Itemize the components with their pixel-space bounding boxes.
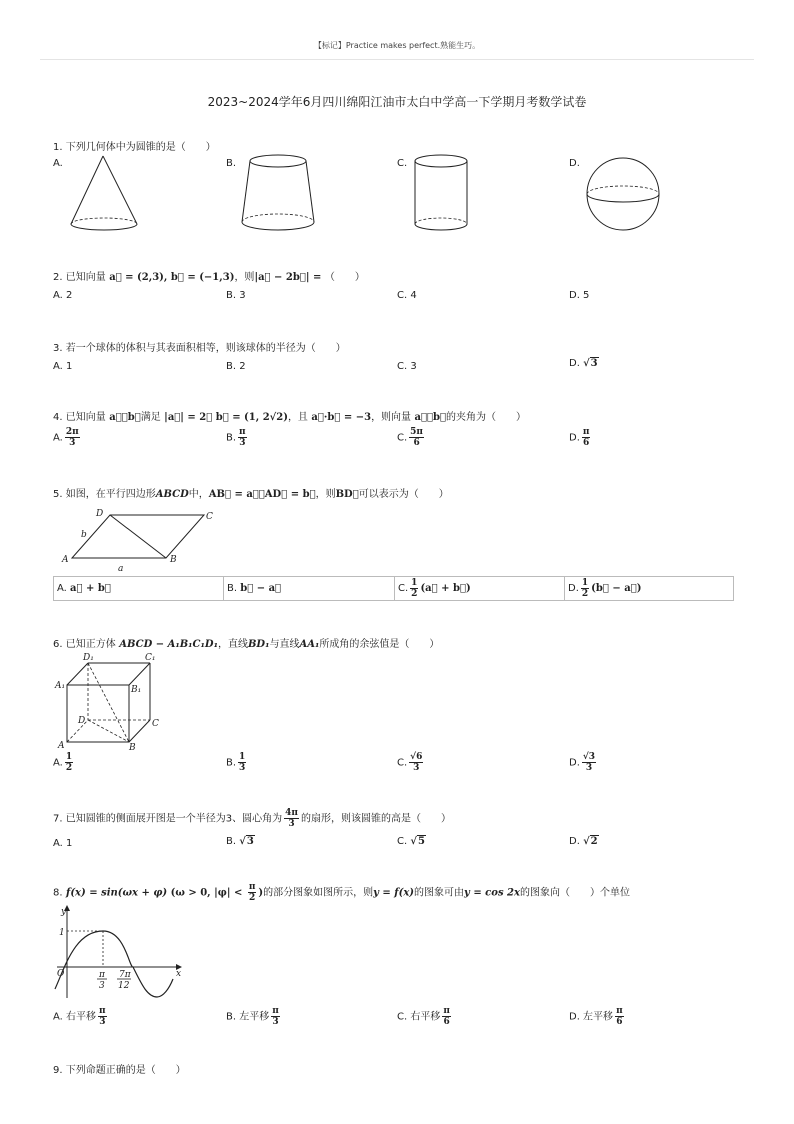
q5-label-d: D xyxy=(96,509,104,519)
q8-tick-pi: π xyxy=(99,970,105,980)
q5-label-vec-a: a xyxy=(118,564,124,574)
q3-option-c[interactable]: C. 3 xyxy=(397,361,417,372)
q3-option-a[interactable]: A. 1 xyxy=(53,361,73,372)
q8-option-c[interactable]: C. 右平移 $\frac{\pi}{6}$ xyxy=(397,1006,450,1027)
q6-stem: 6. 已知正方体 ABCD − A₁B₁C₁D₁，直线BD₁与直线AA₁所成角的余弦值是（ ） xyxy=(53,639,440,650)
header-watermark: 【标记】Practice makes perfect.熟能生巧。 xyxy=(313,41,481,50)
q5-label-c: C xyxy=(206,512,213,522)
q7-stem: 7. 已知圆锥的侧面展开图是一个半径为3、圆心角为 $\frac{4\pi}{3}$ 的扇形，则该圆锥的高是（ ） xyxy=(53,808,451,829)
q8-tick-3: 3 xyxy=(99,981,105,991)
q8-option-b[interactable]: B. 左平移 $\frac{\pi}{3}$ xyxy=(226,1006,279,1027)
q1-option-d-label: D. xyxy=(569,158,580,169)
q2-option-c[interactable]: C. 4 xyxy=(397,290,417,301)
q3-stem: 3. 若一个球体的体积与其表面积相等，则该球体的半径为（ ） xyxy=(53,343,346,354)
q8-label-1: 1 xyxy=(59,928,65,938)
q8-option-a[interactable]: A. 右平移 $\frac{\pi}{3}$ xyxy=(53,1006,106,1027)
q5-option-d[interactable]: D. $\frac{1}{2}$ (b⃗ − a⃗) xyxy=(568,578,642,599)
q9-stem: 9. 下列命题正确的是（ ） xyxy=(53,1065,186,1076)
q8-label-y: y xyxy=(61,907,67,917)
q6-label-c: C xyxy=(152,719,159,729)
q2-option-b[interactable]: B. 3 xyxy=(226,290,246,301)
frustum-icon xyxy=(240,152,315,234)
q8-stem: 8. f(x) = sin(ωx + φ) (ω > 0, |φ| < $\frac{\pi}{2}$ )的部分图象如图所示，则y = f(x)的图象可由y = cos 2x的图象向（ ）个单位 xyxy=(53,882,630,903)
sphere-icon xyxy=(584,152,664,234)
q6-label-a1: A₁ xyxy=(55,681,66,691)
q5-label-b: B xyxy=(170,555,177,565)
q8-label-origin: O xyxy=(57,969,65,979)
q6-option-b[interactable]: B. $\frac{1}{3}$ xyxy=(226,752,246,773)
q3-option-b[interactable]: B. 2 xyxy=(226,361,246,372)
sine-graph-figure xyxy=(55,903,190,1003)
q8-tick-12: 12 xyxy=(118,981,130,991)
q5-options-table xyxy=(53,576,734,601)
q5-stem: 5. 如图，在平行四边形ABCD中，AB⃗ = a⃗，AD⃗ = b⃗，则BD⃗可以表示为（ ） xyxy=(53,489,449,500)
q5-option-b[interactable]: B. b⃗ − a⃗ xyxy=(224,577,395,600)
q1-stem: 1. 下列几何体中为圆锥的是（ ） xyxy=(53,142,216,153)
q7-option-c[interactable]: C. √5 xyxy=(397,836,425,847)
q8-option-d[interactable]: D. 左平移 $\frac{\pi}{6}$ xyxy=(569,1006,623,1027)
q6-option-c[interactable]: C. $\frac{√6}{3}$ xyxy=(397,752,423,773)
q5-option-a[interactable]: A. a⃗ + b⃗ xyxy=(54,577,224,600)
q1-option-a-label: A. xyxy=(53,158,63,169)
cone-icon xyxy=(70,152,140,234)
q3-option-d[interactable]: D. √3 xyxy=(569,358,598,369)
cylinder-icon xyxy=(413,152,473,234)
q4-option-b[interactable]: B. $\frac{\pi}{3}$ xyxy=(226,427,246,448)
q6-label-d: D xyxy=(78,716,86,726)
q5-label-vec-b: b xyxy=(81,530,87,540)
header-divider xyxy=(40,59,754,60)
q4-option-d[interactable]: D. $\frac{\pi}{6}$ xyxy=(569,427,590,448)
cube-figure xyxy=(55,650,165,753)
q2-option-d[interactable]: D. 5 xyxy=(569,290,590,301)
q6-label-d1: D₁ xyxy=(83,653,94,663)
q1-option-b-label: B. xyxy=(226,158,237,169)
q4-stem: 4. 已知向量 a⃗，b⃗满足 |a⃗| = 2， b⃗ = (1, 2√2)，且 a⃗·b⃗ = −3，则向量 a⃗，b⃗的夹角为（ ） xyxy=(53,412,527,423)
q6-option-d[interactable]: D. $\frac{√3}{3}$ xyxy=(569,752,596,773)
q6-label-b: B xyxy=(129,743,136,753)
q2-option-a[interactable]: A. 2 xyxy=(53,290,73,301)
q6-label-b1: B₁ xyxy=(131,685,142,695)
q2-stem: 2. 已知向量 a⃗ = (2,3), b⃗ = (−1,3)，则|a⃗ − 2b⃗| = （ ） xyxy=(53,272,365,283)
q5-option-c[interactable]: C. $\frac{1}{2}$ (a⃗ + b⃗) xyxy=(395,577,565,600)
q7-option-d[interactable]: D. √2 xyxy=(569,836,598,847)
page-title: 2023~2024学年6月四川绵阳江油市太白中学高一下学期月考数学试卷 xyxy=(207,95,587,109)
q8-label-x: x xyxy=(176,969,182,979)
q7-option-a[interactable]: A. 1 xyxy=(53,838,73,849)
q4-option-c[interactable]: C. $\frac{5\pi}{6}$ xyxy=(397,427,424,448)
q4-option-a[interactable]: A. $\frac{2\pi}{3}$ xyxy=(53,427,79,448)
q7-option-b[interactable]: B. √3 xyxy=(226,836,254,847)
q6-label-a: A xyxy=(58,741,65,751)
q8-tick-7pi: 7π xyxy=(119,970,131,980)
q1-option-c-label: C. xyxy=(397,158,408,169)
q6-label-c1: C₁ xyxy=(145,653,156,663)
parallelogram-figure xyxy=(58,506,228,574)
q5-label-a: A xyxy=(62,555,69,565)
q6-option-a[interactable]: A. $\frac{1}{2}$ xyxy=(53,752,73,773)
